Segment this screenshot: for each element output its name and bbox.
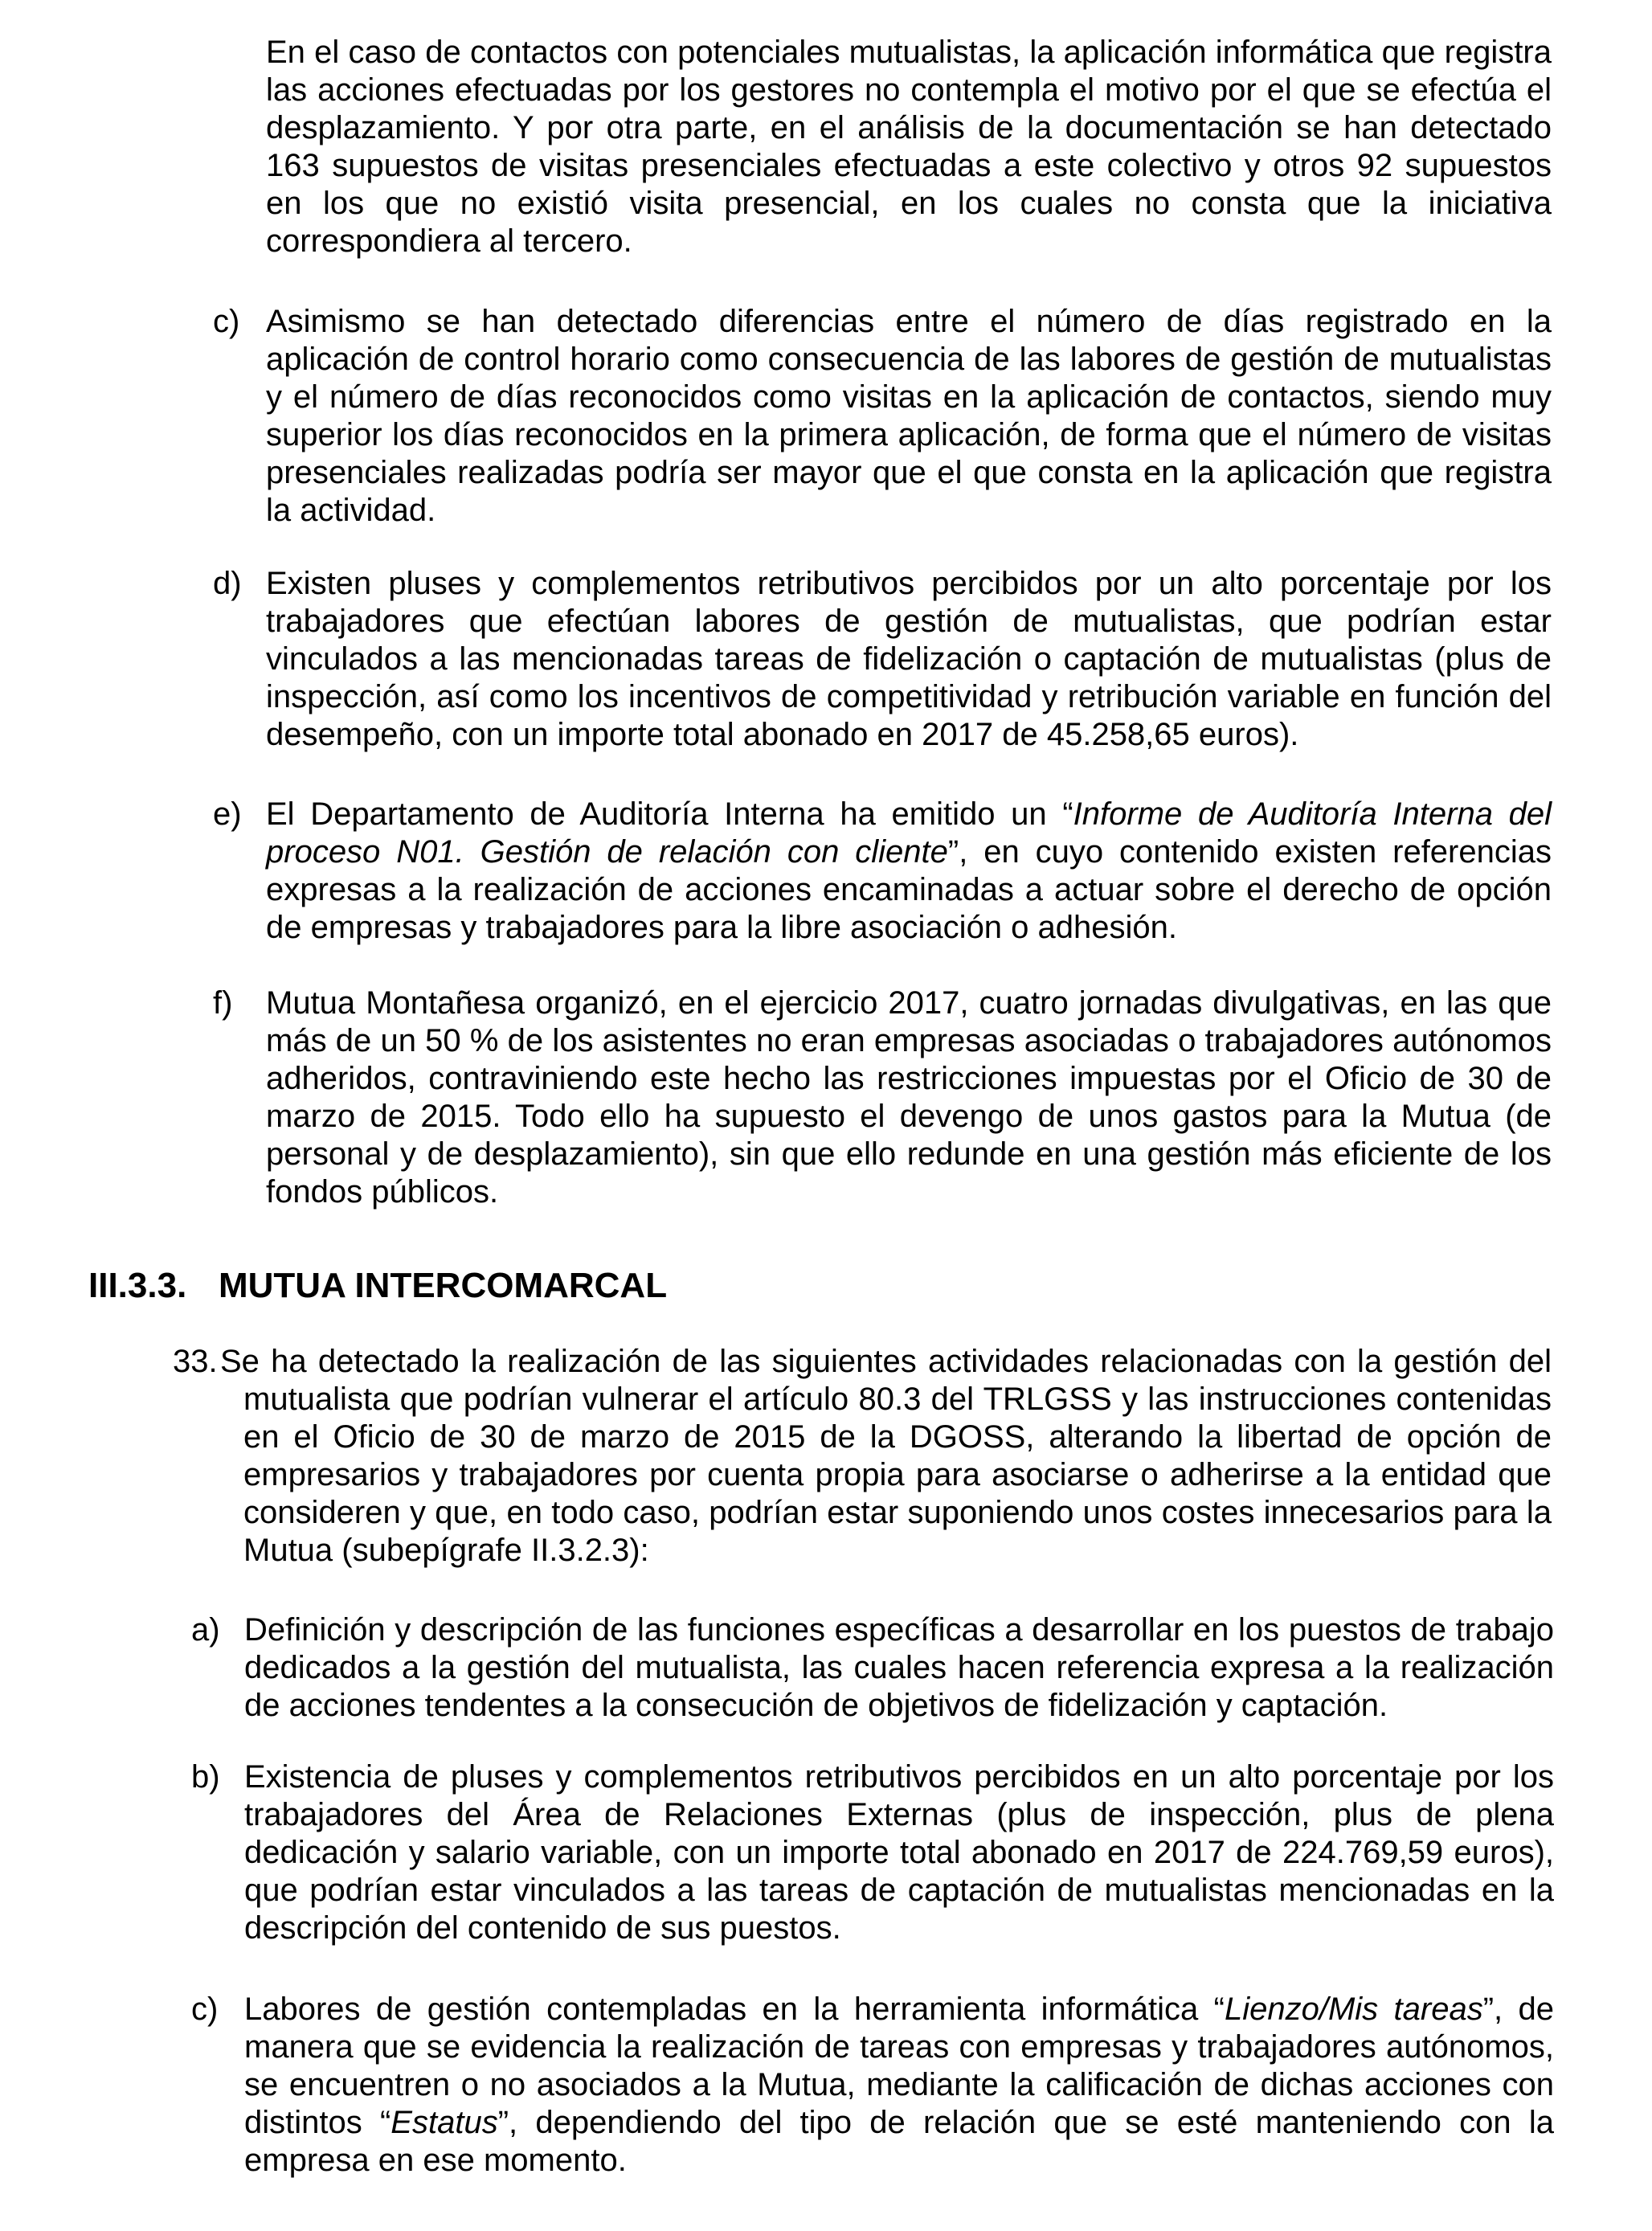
section-heading-title: MUTUA INTERCOMARCAL — [219, 1266, 668, 1305]
list-item-c-text: Asimismo se han detectado diferencias entre el número de días registrado en la aplicación de control horario como consecuencia de las labores de gestión de mutualistas y el número de días reconocidos como visitas en la aplicación de contactos, siendo muy superior los días reconocidos en la primera aplicación, de forma que el número de visitas presenciales realizadas podría ser mayor que el que consta en la aplicación que registra la actividad. — [266, 304, 1552, 528]
list-item-e — [213, 796, 1552, 947]
list-item-a-marker: a) — [191, 1612, 220, 1648]
list-item-a-text: Definición y descripción de las funciones específicas a desarrollar en los puestos de trabajo dedicados a la gestión del mutualista, las cuales hacen referencia expresa a la realización de acciones tendentes a la consecución de objetivos de fidelización y captación. — [244, 1612, 1554, 1723]
numbered-item-33-text: Se ha detectado la realización de las siguientes actividades relacionadas con la gestión del mutualista que podrían vulnerar el artículo 80.3 del TRLGSS y las instrucciones contenidas en el Oficio de 30 de marzo de 2015 de la DGOSS, alterando la libertad de opción de empresarios y trabajadores por cuenta propia para asociarse o adherirse a la entidad que consideren y que, en todo caso, podrían estar suponiendo unos costes innecesarios para la Mutua (subepígrafe II.3.2.3): — [220, 1344, 1552, 1568]
list-item-f — [213, 985, 1552, 1211]
numbered-item-33-number: 33. — [173, 1344, 218, 1379]
list-item-f-text: Mutua Montañesa organizó, en el ejercicio 2017, cuatro jornadas divulgativas, en las que más de un 50 % de los asistentes no eran empresas asociadas o trabajadores autónomos adheridos, contraviniendo este hecho las restricciones impuestas por el Oficio de 30 de marzo de 2015. Todo ello ha supuesto el devengo de unos gastos para la Mutua (de personal y de desplazamiento), sin que ello redunde en una gestión más eficiente de los fondos públicos. — [266, 985, 1552, 1210]
list-item-e-text: El Departamento de Auditoría Interna ha emitido un “Informe de Auditoría Interna del proceso N01. Gestión de relación con cliente”, en cuyo contenido existen referencias expresas a la realización de acciones encaminadas a actuar sobre el derecho de opción de empresas y trabajadores para la libre asociación o adhesión. — [266, 796, 1552, 945]
section-heading — [88, 1267, 1652, 1304]
list-item-b — [191, 1758, 1554, 1947]
numbered-item-33 — [173, 1343, 1552, 1570]
list-item-c2-text: Labores de gestión contempladas en la herramienta informática “Lienzo/Mis tareas”, de manera que se evidencia la realización de tareas con empresas y trabajadores autónomos, se encuentren o no asociados a la Mutua, mediante la calificación de dichas acciones con distintos “Estatus”, dependiendo del tipo de relación que se esté manteniendo con la empresa en ese momento. — [244, 1992, 1555, 2178]
list-item-d — [213, 565, 1552, 754]
list-item-c — [213, 303, 1552, 530]
list-item-d-marker: d) — [213, 566, 242, 601]
list-item-d-text: Existen pluses y complementos retributivos percibidos por un alto porcentaje por los trabajadores que efectúan labores de gestión de mutualistas, que podrían estar vinculados a las mencionadas tareas de fidelización o captación de mutualistas (plus de inspección, así como los incentivos de competitividad y retribución variable en función del desempeño, con un importe total abonado en 2017 de 45.258,65 euros). — [266, 566, 1552, 752]
list-item-e-marker: e) — [213, 796, 242, 832]
intro-paragraph: En el caso de contactos con potenciales mutualistas, la aplicación informática que registra las acciones efectuadas por los gestores no contempla el motivo por el que se efectúa el desplazamiento. Y por otra parte, en el análisis de la documentación se han detectado 163 supuestos de visitas presenciales efectuadas a este colectivo y otros 92 supuestos en los que no existió visita presencial, en los cuales no consta que la iniciativa correspondiera al tercero. — [266, 35, 1552, 259]
list-item-a — [191, 1611, 1554, 1725]
list-item-f-marker: f) — [213, 985, 233, 1021]
list-item-c2-marker: c) — [191, 1992, 219, 2027]
list-item-c-marker: c) — [213, 304, 240, 339]
list-item-c2 — [191, 1991, 1555, 2180]
list-item-b-marker: b) — [191, 1759, 220, 1795]
section-heading-number: III.3.3. — [88, 1266, 187, 1305]
list-item-b-text: Existencia de pluses y complementos retributivos percibidos en un alto porcentaje por los trabajadores del Área de Relaciones Externas (plus de inspección, plus de plena dedicación y salario variable, con un importe total abonado en 2017 de 224.769,59 euros), que podrían estar vinculados a las tareas de captación de mutualistas mencionadas en la descripción del contenido de sus puestos. — [244, 1759, 1554, 1946]
